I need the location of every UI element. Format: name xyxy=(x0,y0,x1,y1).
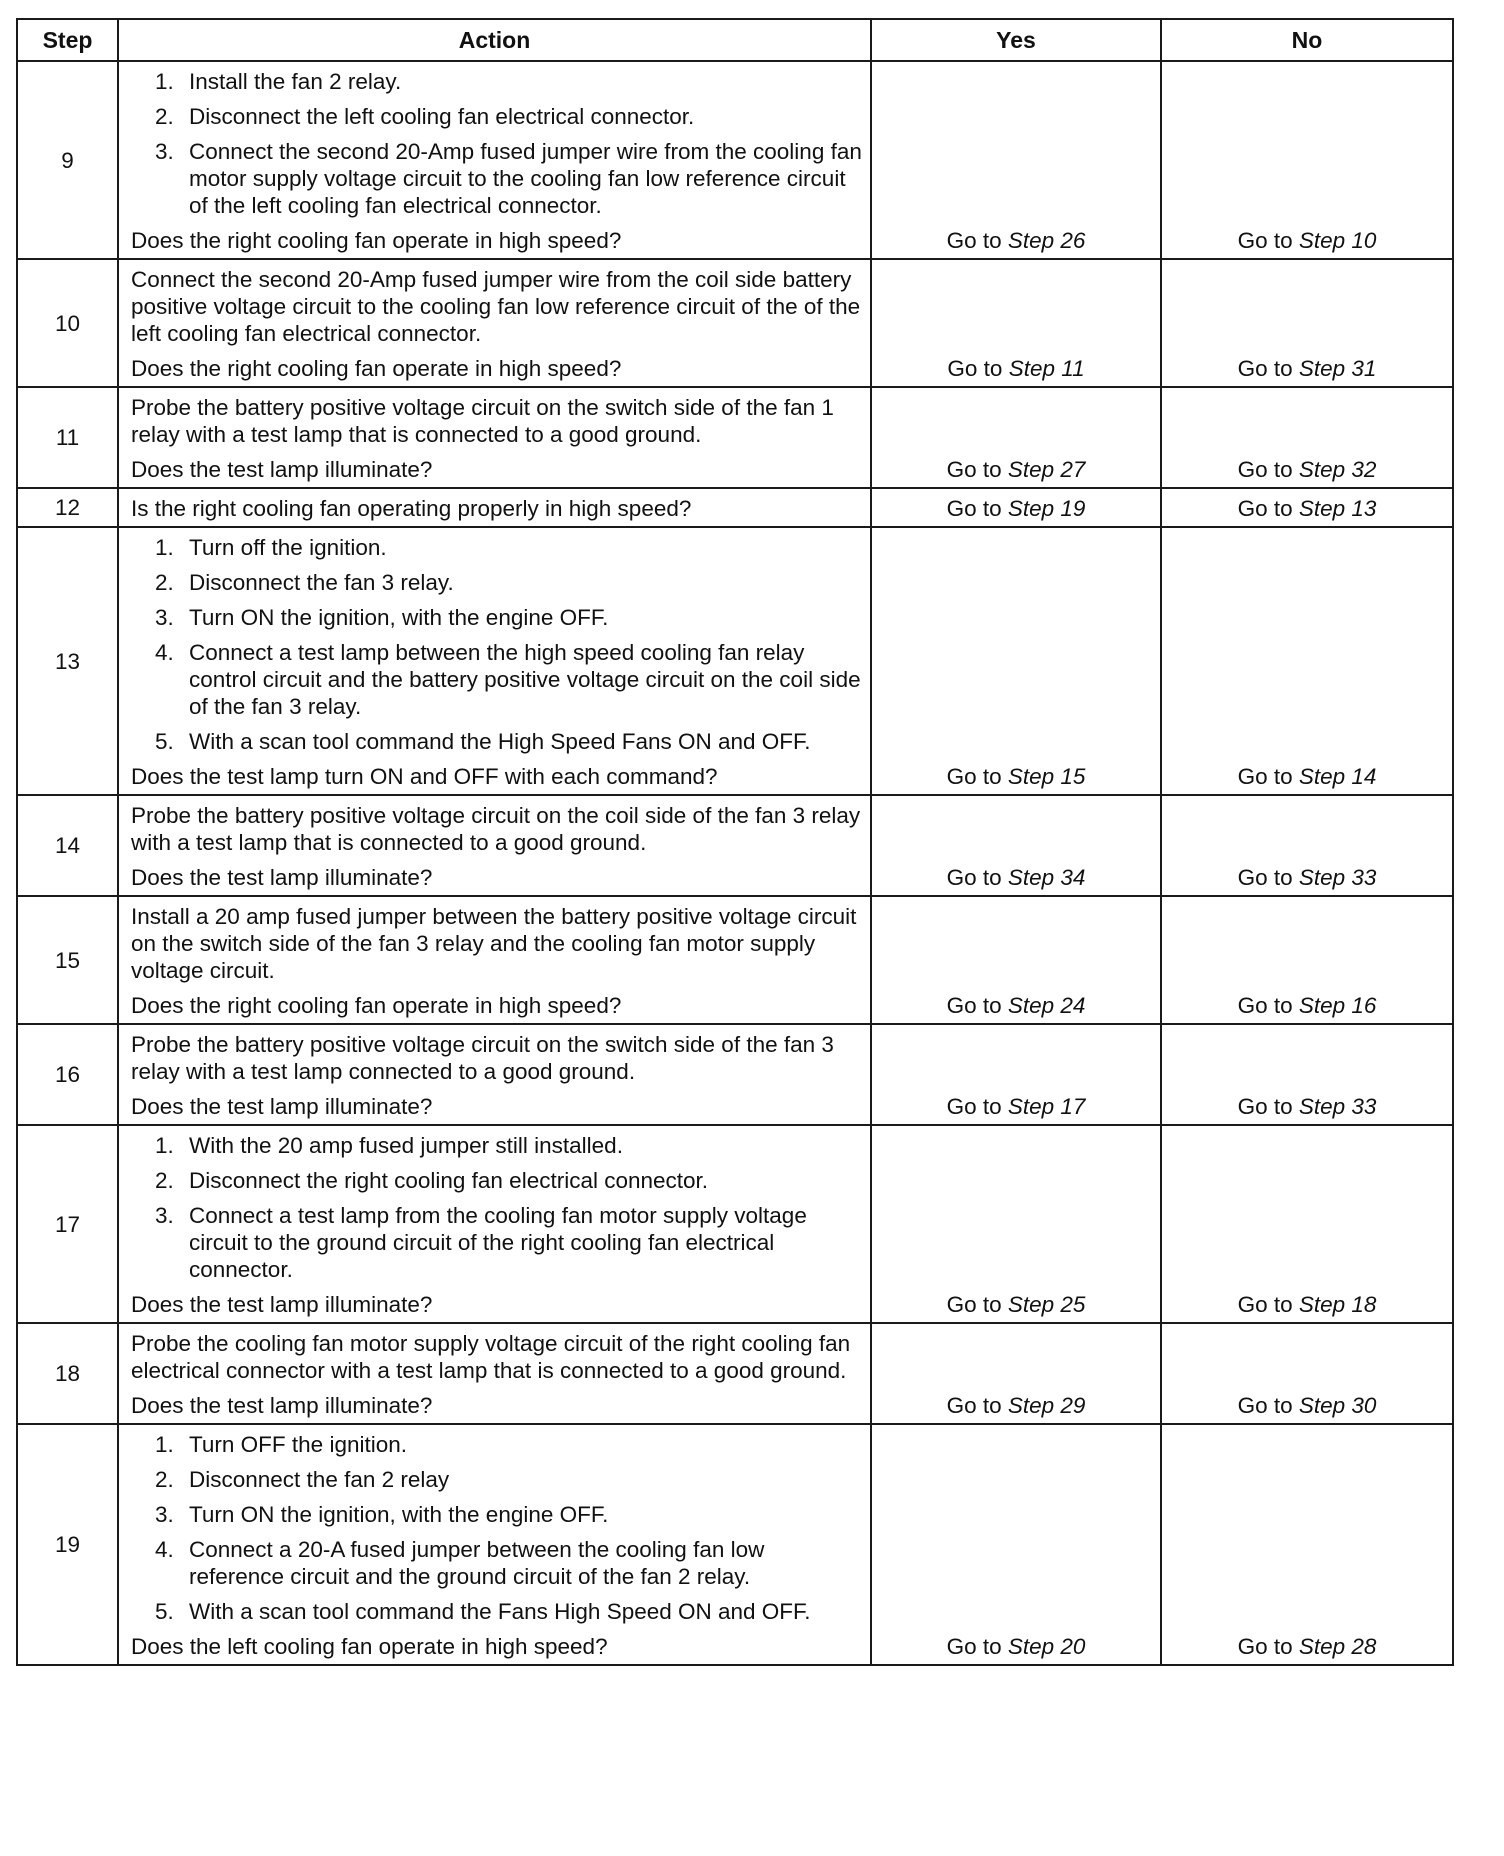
action-instruction: Probe the battery positive voltage circuit on the switch side of the fan 1 relay with a test lamp that is connected to a good ground. xyxy=(131,395,834,447)
no-result-cell xyxy=(1161,1424,1453,1665)
action-step-number: 1. xyxy=(155,69,174,94)
step-number-cell: 16 xyxy=(17,1024,118,1125)
action-step-number: 3. xyxy=(155,139,174,164)
action-question: Does the left cooling fan operate in high speed? xyxy=(131,1634,608,1659)
no-goto-step-link: Step 33 xyxy=(1298,865,1377,890)
action-step-text: Connect a test lamp from the cooling fan motor supply voltage circuit to the ground circuit of the right cooling fan electrical connector. xyxy=(189,1203,807,1282)
no-goto-step-link: Step 30 xyxy=(1298,1393,1377,1418)
table-row xyxy=(17,1424,1453,1665)
yes-goto-step-link: Step 19 xyxy=(1007,496,1086,521)
step-number-cell: 15 xyxy=(17,896,118,1024)
action-step-item xyxy=(131,138,862,219)
no-result-cell xyxy=(1161,1024,1453,1125)
yes-result-cell xyxy=(871,387,1161,488)
action-step-text: Connect a 20-A fused jumper between the cooling fan low reference circuit and the ground circuit of the fan 2 relay. xyxy=(189,1537,765,1589)
action-step-item xyxy=(131,1466,862,1493)
action-step-item xyxy=(131,569,862,596)
action-cell xyxy=(118,1125,871,1323)
no-goto-step-link: Step 33 xyxy=(1298,1094,1377,1119)
no-goto-prefix: Go to xyxy=(1237,1094,1293,1119)
yes-goto-step-link: Step 34 xyxy=(1007,865,1086,890)
no-result-cell xyxy=(1161,488,1453,527)
yes-goto-prefix: Go to xyxy=(946,1094,1002,1119)
action-instruction: Install a 20 amp fused jumper between the battery positive voltage circuit on the switch side of the fan 3 relay and the cooling fan motor supply voltage circuit. xyxy=(131,904,857,983)
action-step-item xyxy=(131,68,862,95)
no-result-cell xyxy=(1161,1125,1453,1323)
no-goto-prefix: Go to xyxy=(1237,228,1293,253)
action-instruction: Probe the cooling fan motor supply voltage circuit of the right cooling fan electrical connector with a test lamp that is connected to a good ground. xyxy=(131,1331,851,1383)
action-instruction: Probe the battery positive voltage circuit on the switch side of the fan 3 relay with a test lamp connected to a good ground. xyxy=(131,1032,834,1084)
action-step-number: 4. xyxy=(155,640,174,665)
no-result-cell xyxy=(1161,387,1453,488)
table-row xyxy=(17,61,1453,259)
action-cell xyxy=(118,1323,871,1424)
yes-result-cell xyxy=(871,1024,1161,1125)
action-step-text: Turn ON the ignition, with the engine OFF. xyxy=(189,605,609,630)
action-step-item xyxy=(131,1167,862,1194)
column-header-yes: Yes xyxy=(871,19,1161,61)
action-step-text: Turn off the ignition. xyxy=(189,535,387,560)
action-question: Does the test lamp illuminate? xyxy=(131,865,433,890)
no-goto-prefix: Go to xyxy=(1237,865,1293,890)
no-result-cell xyxy=(1161,1323,1453,1424)
yes-goto-prefix: Go to xyxy=(946,1393,1002,1418)
action-step-item xyxy=(131,639,862,720)
no-result-cell xyxy=(1161,61,1453,259)
no-goto-prefix: Go to xyxy=(1237,993,1293,1018)
action-question: Is the right cooling fan operating properly in high speed? xyxy=(131,496,692,521)
action-instruction: Probe the battery positive voltage circuit on the coil side of the fan 3 relay with a test lamp that is connected to a good ground. xyxy=(131,803,861,855)
no-goto-step-link: Step 10 xyxy=(1298,228,1377,253)
column-header-action: Action xyxy=(118,19,871,61)
no-goto-prefix: Go to xyxy=(1237,764,1293,789)
action-step-number: 1. xyxy=(155,535,174,560)
action-step-list xyxy=(131,1132,862,1283)
action-step-text: With the 20 amp fused jumper still installed. xyxy=(189,1133,623,1158)
action-step-text: Disconnect the right cooling fan electrical connector. xyxy=(189,1168,709,1193)
table-row xyxy=(17,527,1453,795)
yes-goto-prefix: Go to xyxy=(946,764,1002,789)
action-cell xyxy=(118,896,871,1024)
step-number-cell: 10 xyxy=(17,259,118,387)
action-question: Does the test lamp illuminate? xyxy=(131,1393,433,1418)
table-row xyxy=(17,488,1453,527)
yes-result-cell xyxy=(871,488,1161,527)
action-question: Does the test lamp turn ON and OFF with each command? xyxy=(131,764,718,789)
yes-goto-step-link: Step 26 xyxy=(1007,228,1086,253)
action-step-text: Disconnect the fan 3 relay. xyxy=(189,570,454,595)
yes-result-cell xyxy=(871,61,1161,259)
action-question: Does the right cooling fan operate in high speed? xyxy=(131,228,622,253)
no-goto-step-link: Step 31 xyxy=(1298,356,1377,381)
yes-goto-prefix: Go to xyxy=(946,496,1002,521)
yes-goto-step-link: Step 25 xyxy=(1007,1292,1086,1317)
action-step-number: 2. xyxy=(155,1168,174,1193)
action-cell xyxy=(118,488,871,527)
no-result-cell xyxy=(1161,259,1453,387)
yes-goto-step-link: Step 11 xyxy=(1008,356,1085,381)
action-step-list xyxy=(131,534,862,755)
diagnostic-table-page xyxy=(16,18,1452,1666)
action-step-number: 3. xyxy=(155,1203,174,1228)
action-cell xyxy=(118,387,871,488)
yes-goto-prefix: Go to xyxy=(947,356,1003,381)
action-step-number: 4. xyxy=(155,1537,174,1562)
action-step-text: Install the fan 2 relay. xyxy=(189,69,402,94)
action-cell xyxy=(118,527,871,795)
action-step-number: 2. xyxy=(155,104,174,129)
action-step-text: Connect the second 20-Amp fused jumper wire from the cooling fan motor supply voltage circuit to the cooling fan low reference circuit of the left cooling fan electrical connector. xyxy=(189,139,862,218)
action-question: Does the right cooling fan operate in high speed? xyxy=(131,993,622,1018)
action-step-number: 5. xyxy=(155,1599,174,1624)
step-number-cell: 19 xyxy=(17,1424,118,1665)
no-goto-prefix: Go to xyxy=(1237,356,1293,381)
no-goto-step-link: Step 16 xyxy=(1298,993,1377,1018)
action-step-item xyxy=(131,1431,862,1458)
action-cell xyxy=(118,1424,871,1665)
action-cell xyxy=(118,259,871,387)
action-step-text: Connect a test lamp between the high speed cooling fan relay control circuit and the battery positive voltage circuit on the coil side of the fan 3 relay. xyxy=(189,640,861,719)
step-number-cell: 12 xyxy=(17,488,118,527)
no-goto-prefix: Go to xyxy=(1237,1634,1293,1659)
step-number-cell: 17 xyxy=(17,1125,118,1323)
yes-result-cell xyxy=(871,259,1161,387)
action-step-list xyxy=(131,1431,862,1625)
action-step-item xyxy=(131,604,862,631)
yes-goto-prefix: Go to xyxy=(946,1634,1002,1659)
yes-goto-prefix: Go to xyxy=(946,1292,1002,1317)
no-result-cell xyxy=(1161,527,1453,795)
action-step-text: With a scan tool command the High Speed Fans ON and OFF. xyxy=(189,729,811,754)
action-question: Does the test lamp illuminate? xyxy=(131,457,433,482)
table-row xyxy=(17,1323,1453,1424)
column-header-step: Step xyxy=(17,19,118,61)
no-goto-step-link: Step 18 xyxy=(1298,1292,1377,1317)
yes-result-cell xyxy=(871,1424,1161,1665)
yes-result-cell xyxy=(871,1323,1161,1424)
no-goto-prefix: Go to xyxy=(1237,457,1293,482)
action-step-item xyxy=(131,103,862,130)
table-row xyxy=(17,1024,1453,1125)
action-step-item xyxy=(131,1536,862,1590)
yes-goto-step-link: Step 24 xyxy=(1007,993,1086,1018)
action-cell xyxy=(118,795,871,896)
action-step-text: Turn ON the ignition, with the engine OFF. xyxy=(189,1502,609,1527)
action-question: Does the right cooling fan operate in high speed? xyxy=(131,356,622,381)
table-row xyxy=(17,259,1453,387)
action-step-number: 2. xyxy=(155,570,174,595)
table-row xyxy=(17,896,1453,1024)
action-step-item xyxy=(131,1598,862,1625)
yes-goto-prefix: Go to xyxy=(946,457,1002,482)
action-step-number: 2. xyxy=(155,1467,174,1492)
action-step-text: Disconnect the left cooling fan electrical connector. xyxy=(189,104,695,129)
action-question: Does the test lamp illuminate? xyxy=(131,1292,433,1317)
yes-goto-step-link: Step 29 xyxy=(1007,1393,1086,1418)
no-result-cell xyxy=(1161,896,1453,1024)
step-number-cell: 9 xyxy=(17,61,118,259)
action-step-text: With a scan tool command the Fans High Speed ON and OFF. xyxy=(189,1599,811,1624)
step-number-cell: 13 xyxy=(17,527,118,795)
yes-goto-step-link: Step 15 xyxy=(1007,764,1086,789)
no-goto-step-link: Step 28 xyxy=(1298,1634,1377,1659)
action-step-item xyxy=(131,1132,862,1159)
action-step-number: 5. xyxy=(155,729,174,754)
yes-goto-step-link: Step 17 xyxy=(1007,1094,1086,1119)
action-cell xyxy=(118,61,871,259)
action-instruction: Connect the second 20-Amp fused jumper wire from the coil side battery positive voltage circuit to the cooling fan low reference circuit of the of the left cooling fan electrical connector. xyxy=(131,267,861,346)
diagnostic-table xyxy=(16,18,1454,1666)
yes-result-cell xyxy=(871,527,1161,795)
no-goto-prefix: Go to xyxy=(1237,496,1293,521)
table-row xyxy=(17,1125,1453,1323)
yes-goto-prefix: Go to xyxy=(946,865,1002,890)
table-header-row xyxy=(17,19,1453,61)
action-step-item xyxy=(131,1501,862,1528)
action-step-number: 1. xyxy=(155,1133,174,1158)
yes-result-cell xyxy=(871,1125,1161,1323)
yes-goto-prefix: Go to xyxy=(946,228,1002,253)
no-result-cell xyxy=(1161,795,1453,896)
action-step-number: 3. xyxy=(155,605,174,630)
action-cell xyxy=(118,1024,871,1125)
no-goto-step-link: Step 13 xyxy=(1298,496,1377,521)
yes-result-cell xyxy=(871,896,1161,1024)
table-body xyxy=(17,61,1453,1665)
table-row xyxy=(17,795,1453,896)
yes-goto-prefix: Go to xyxy=(946,993,1002,1018)
no-goto-step-link: Step 32 xyxy=(1298,457,1377,482)
no-goto-step-link: Step 14 xyxy=(1298,764,1377,789)
yes-goto-step-link: Step 27 xyxy=(1007,457,1086,482)
column-header-no: No xyxy=(1161,19,1453,61)
action-step-list xyxy=(131,68,862,219)
action-step-item xyxy=(131,534,862,561)
step-number-cell: 11 xyxy=(17,387,118,488)
action-step-number: 1. xyxy=(155,1432,174,1457)
yes-goto-step-link: Step 20 xyxy=(1007,1634,1086,1659)
step-number-cell: 18 xyxy=(17,1323,118,1424)
action-step-text: Disconnect the fan 2 relay xyxy=(189,1467,450,1492)
action-step-item xyxy=(131,1202,862,1283)
action-step-number: 3. xyxy=(155,1502,174,1527)
yes-result-cell xyxy=(871,795,1161,896)
no-goto-prefix: Go to xyxy=(1237,1292,1293,1317)
action-step-text: Turn OFF the ignition. xyxy=(189,1432,408,1457)
step-number-cell: 14 xyxy=(17,795,118,896)
table-row xyxy=(17,387,1453,488)
action-step-item xyxy=(131,728,862,755)
no-goto-prefix: Go to xyxy=(1237,1393,1293,1418)
action-question: Does the test lamp illuminate? xyxy=(131,1094,433,1119)
